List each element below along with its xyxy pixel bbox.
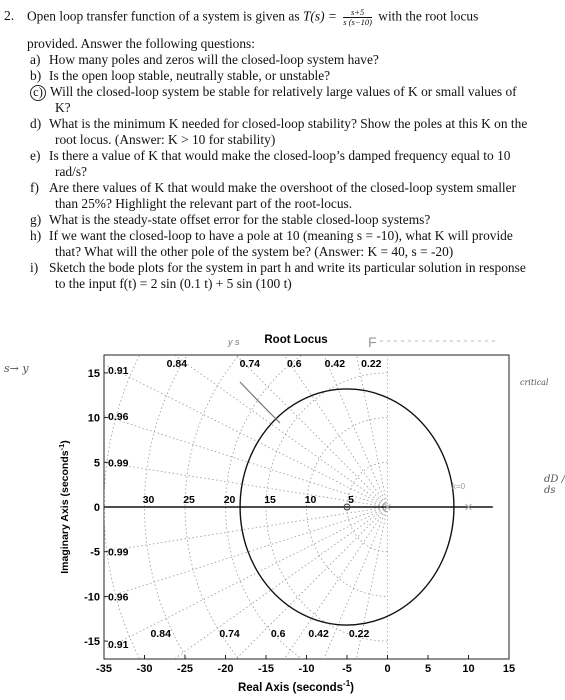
y-tick-label: -5 [90, 546, 100, 559]
frequency-arc [104, 325, 391, 700]
x-tick-label: -30 [136, 663, 153, 676]
x-tick-label: -25 [177, 663, 193, 676]
question-item-e-cont [55, 164, 87, 180]
damping-ray [183, 325, 387, 507]
item-text: that? What will the other pole of the system be? (Answer: K = 40, s = -20) [55, 244, 454, 259]
frequency-label: 20 [223, 494, 236, 506]
x-tick-label: 5 [424, 663, 432, 676]
question-number: 2. [4, 8, 15, 23]
handwritten-stroke [240, 382, 280, 423]
x-tick-label: -10 [298, 663, 315, 676]
item-text: Are there values of K that would make the overshoot of the closed-loop system smaller [49, 180, 517, 195]
item-text: If we want the closed-loop to have a pole at 10 (meaning s = -10), what K will provide [49, 228, 513, 243]
item-text: than 25%? Highlight the relevant part of the root-locus. [55, 196, 353, 211]
tf-numerator: s+5 [343, 8, 372, 18]
axis-ticks [84, 358, 515, 675]
y-tick-label: 15 [87, 367, 100, 380]
frequency-label: 25 [183, 494, 195, 506]
x-axis-label: Real Axis (seconds$^{-1}$) [237, 679, 355, 694]
handwritten-top-note: y s [228, 337, 240, 347]
question-item-h [30, 228, 513, 244]
question-item-g [30, 212, 430, 228]
question-item-a [30, 52, 379, 68]
damping-label-left: 0.91 [108, 365, 129, 378]
question-item-f [30, 180, 516, 196]
item-text: How many poles and zeros will the closed-loop system have? [49, 52, 379, 67]
x-tick-label: -15 [258, 663, 274, 676]
item-text: Will the closed-loop system be stable for relatively large values of K or small values of [50, 84, 517, 99]
item-text: Is there a value of K that would make the closed-loop’s damped frequency equal to 10 [49, 148, 511, 163]
damping-label-top: 0.6 [287, 358, 302, 370]
question-intro-line-2: provided. Answer the following questions: [27, 36, 255, 51]
item-text: Is the open loop stable, neutrally stable, or unstable? [49, 68, 331, 83]
question-item-f-cont [55, 196, 352, 212]
damping-label-left: 0.96 [108, 410, 129, 423]
question-item-d [30, 116, 527, 132]
x-tick-label: 15 [502, 663, 516, 676]
question-item-e [30, 148, 510, 164]
y-axis-label: Imaginary Axis (seconds$^{-1}$) [57, 440, 71, 574]
frequency-label: 5 [348, 494, 354, 506]
damping-label-left: 0.99 [108, 546, 129, 559]
damping-label-bottom: 0.22 [348, 628, 370, 640]
chart-title: Root Locus [264, 334, 328, 346]
damping-label-left: 0.91 [108, 638, 129, 651]
y-tick-label: 10 [87, 412, 100, 425]
root-locus-chart [0, 325, 565, 700]
question-item-c [30, 84, 517, 101]
damping-label-bottom: 0.6 [270, 628, 286, 640]
damping-ray [281, 507, 391, 700]
question-intro-line-1 [27, 8, 478, 27]
handwritten-f-mark: F [368, 334, 377, 350]
item-label: f) [30, 180, 39, 195]
item-label: b) [30, 68, 42, 83]
item-label: g) [30, 212, 42, 227]
item-text: to the input f(t) = 2 sin (0.1 t) + 5 sin (100 t) [55, 276, 292, 291]
y-tick-label: -10 [84, 591, 100, 604]
handwritten-derivative-note: dD / ds [544, 474, 565, 496]
question-item-b [30, 68, 330, 84]
item-text: root locus. (Answer: K > 10 for stability) [55, 132, 276, 147]
item-text: What is the minimum K needed for closed-loop stability? Show the poles at this K on the [49, 116, 528, 131]
item-label: c) [30, 85, 46, 101]
question-item-c-cont [55, 100, 71, 116]
y-tick-label: -15 [84, 636, 100, 649]
tf-denominator: s (s−10) [343, 17, 372, 27]
intro-text-b: with the root locus [378, 8, 479, 24]
frequency-label: 10 [304, 494, 317, 506]
handwritten-k0-note: k=0 [452, 482, 466, 491]
item-label: d) [30, 116, 42, 131]
question-item-h-cont [55, 244, 453, 260]
item-label: e) [30, 148, 41, 163]
handwritten-left-note: s→ y [4, 362, 29, 375]
damping-ray [28, 507, 391, 700]
x-tick-label: 0 [384, 663, 391, 676]
locus-branches [104, 382, 493, 625]
item-label: h) [30, 228, 42, 243]
transfer-function-fraction [343, 8, 372, 27]
intro-text-a: Open loop transfer function of a system is given as [27, 8, 300, 24]
x-tick-label: -5 [342, 663, 352, 676]
damping-label-bottom: 0.74 [219, 628, 240, 640]
damping-label-bottom: 0.42 [308, 628, 329, 640]
question-item-d-cont [55, 132, 275, 148]
question-item-i-cont [55, 276, 292, 292]
handwritten-critical-note: critical [520, 378, 549, 387]
transfer-function-lhs: T(s) = [302, 8, 337, 24]
item-label: i) [30, 260, 39, 275]
item-label: a) [30, 52, 41, 67]
damping-label-left: 0.99 [108, 457, 129, 470]
damping-label-left: 0.96 [108, 591, 129, 604]
x-tick-label: 10 [462, 663, 475, 676]
y-tick-label: 5 [93, 457, 100, 470]
y-tick-label: 0 [93, 502, 100, 514]
item-text: K? [55, 100, 71, 115]
frequency-arc [185, 325, 387, 700]
item-text: What is the steady-state offset error for the stable closed-loop systems? [49, 212, 431, 227]
damping-label-top: 0.74 [239, 358, 261, 370]
frequency-label: 30 [142, 494, 155, 506]
damping-label-top: 0.84 [166, 358, 188, 370]
item-text: rad/s? [55, 164, 87, 179]
damping-label-top: 0.22 [361, 358, 382, 370]
x-tick-label: -35 [96, 663, 112, 676]
damping-label-bottom: 0.84 [150, 628, 171, 640]
frequency-label: 15 [264, 494, 276, 506]
question-item-i [30, 260, 526, 276]
item-text: Sketch the bode plots for the system in part h and write its particular solution in response [49, 260, 526, 275]
damping-label-top: 0.42 [324, 358, 346, 370]
x-tick-label: -20 [217, 663, 234, 676]
